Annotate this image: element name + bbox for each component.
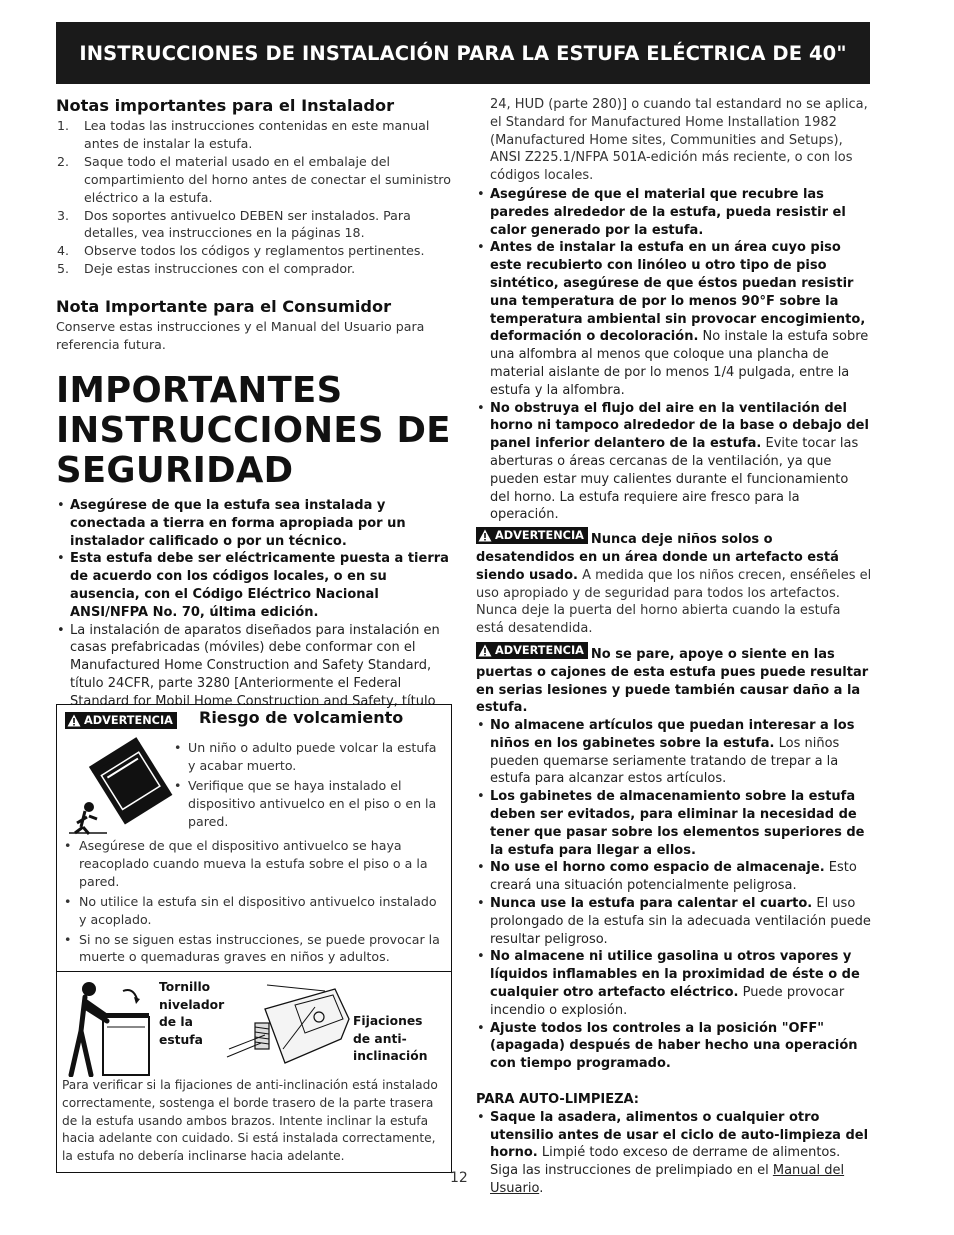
list-item: 1. Lea todas las instrucciones contenidas en este manual antes de instalar la estufa. [57,118,430,151]
safety-title: IMPORTANTES INSTRUCCIONES DE SEGURIDAD [56,369,451,491]
safety-list [56,497,452,711]
list-item: • No utilice la estufa sin el dispositivo antivuelco instalado y acoplado. [64,893,437,927]
list-item: • Saque la asadera, alimentos o cualquier otro utensilio antes de usar el ciclo de auto-limpieza del horno. Limpié todo exceso de derrame de alimentos. Siga las instrucciones de prelimpiado en el Manual del Usuario. [477,1109,869,1197]
warning-triangle-icon [478,529,492,542]
safety-list-more [476,717,872,1073]
list-item: • Ajuste todos los controles a la posición "OFF" (apagada) después de haber hecho una operación con tiempo programado. [477,1020,858,1072]
anti-tip-illustration-area [57,973,451,1081]
tip-over-title: Riesgo de volcamiento [199,708,404,727]
warning-triangle-icon [67,714,81,727]
warning-badge: ADVERTENCIA [476,527,588,544]
list-item: • Asegúrese de que el dispositivo antivuelco se haya reacoplado cuando mueva la estufa sobre el piso o a la pared. [64,838,428,889]
list-item: 3. Dos soportes antivuelco DEBEN ser instalados. Para detalles, vea instrucciones en la páginas 18. [57,207,411,241]
anti-tip-bracket-illustration [225,979,355,1075]
user-manual-reference: Manual del Usuario [490,1163,845,1197]
list-item: 5. Deje estas instrucciones con el comprador. [57,261,356,277]
list-item: • No use el horno como espacio de almacenaje. Esto creará una situación potencialmente peligrosa. [477,860,857,894]
list-item: • No obstruya el flujo del aire en la ventilación del horno ni tampoco alrededor de la base o debajo del panel inferior delantero de la estufa. Evite tocar las aberturas o áreas cercanas de la ventilación, ya que pueden estar muy calientes durante el funcionamiento del horno. La estufa requiere aire fresco para la operación. [477,400,869,523]
safety-list-continued [476,186,872,524]
tip-over-warning-top [57,705,451,972]
page-number: 12 [450,1170,468,1186]
self-clean-list [476,1109,872,1198]
list-item: • Nunca use la estufa para calentar el cuarto. El uso prolongado de la estufa sin la adecuada ventilación puede resultar peligroso. [477,896,871,947]
list-item: • Verifique que se haya instalado el dispositivo antivuelco en el piso o en la pared. [174,777,437,829]
list-item: • Antes de instalar la estufa en un área cuyo piso este recubierto con linóleo u otro tipo de piso sintético, asegúrese de que éstos puedan resistir una temperatura de por lo menos 90°F sobre la temperatura ambiental sin provocar encogimiento, deformación o decoloración. No instale la estufa sobre una alfombra al menos que coloque una plancha de material aislante de por lo menos 1/4 pulgada, entre la estufa y la alfombra. [477,240,869,398]
list-item: • Si no se siguen estas instrucciones, se puede provocar la muerte o quemaduras graves en niños y adultos. [64,931,440,965]
tip-over-bullets-top [173,739,445,831]
page-header-banner [56,22,870,84]
leveling-screw-label: Tornillo nivelador de la estufa [159,980,225,1047]
list-item: 2. Saque todo el material usado en el embalaje del compartimiento del horno antes de conectar el suministro eléctrico a la estufa. [57,153,451,205]
list-item: • Esta estufa debe ser eléctricamente puesta a tierra de acuerdo con los códigos locales, o en su ausencia, con el Código Eléctrico Nacional ANSI/NFPA No. 70, última edición. [57,551,449,620]
list-item: • Asegúrese de que la estufa sea instalada y conectada a tierra en forma apropiada por un instalador calificado o por un técnico. [57,497,406,549]
right-column [476,96,872,1198]
page-header-title: INSTRUCCIONES DE INSTALACIÓN PARA LA ESTUFA ELÉCTRICA DE 40" [79,41,847,65]
consumer-note-heading: Nota Importante para el Consumidor [56,297,392,317]
continued-text: 24, HUD (parte 280)] o cuando tal estandard no se aplica, el Standard for Manufactured Home Installation 1982 (Manufactured Home sites, Communities and Setups), ANSI Z225.1/NFPA 501A-edición más reciente, o con los códigos locales. [490,97,868,184]
warning-triangle-icon [478,644,492,657]
warning-badge: ADVERTENCIA [476,642,588,659]
self-clean-heading: PARA AUTO-LIMPIEZA: [476,1092,639,1108]
warning-badge: ADVERTENCIA [65,712,177,729]
installer-notes-heading: Notas importantes para el Instalador [56,96,395,115]
list-item: • Un niño o adulto puede volcar la estufa y acabar muerto. [174,740,437,773]
list-item: • No almacene artículos que puedan interesar a los niños en los gabinetes sobre la estufa. Los niños pueden quemarse seriamente tratando de trepar a la estufa para alcanzar estos artículos. [477,718,855,787]
person-checking-stove-illustration [63,977,153,1077]
list-item: • La instalación de aparatos diseñados para instalación en casas prefabricadas (móviles) debe conformar con el Manufactured Home Construction and Safety Standard, título 24CFR, parte 3280 [Anteriormente el Federal Standard for Mobil Home Construction and Safety, título [57,622,440,709]
list-item: 4. Observe todos los códigos y reglamentos pertinentes. [57,243,425,259]
warning-children: ADVERTENCIA Nunca deje niños solos o desatendidos en un área donde un artefacto está siendo usado. A medida que los niños crecen, enséñeles el uso apropiado y de seguridad para todos los artefactos. Nunca deje la puerta del horno abierta cuando la estufa está desatendida. [476,528,872,637]
anti-tip-fixture-label: Fijaciones de anti- inclinación [353,1014,428,1063]
list-item: • Asegúrese de que el material que recubre las paredes alrededor de la estufa, pueda resistir el calor generado por la estufa. [477,186,846,238]
list-item: • Los gabinetes de almacenamiento sobre la estufa deben ser evitados, para eliminar la necesidad de tener que pasar sobre los elementos superiores de la estufa para llegar a ellos. [477,789,865,858]
warning-stand-on-doors: ADVERTENCIA No se pare, apoye o siente en las puertas o cajones de esta estufa pues puede resultar en serias lesiones y puede también causar daño a la estufa. [476,643,869,716]
left-column [56,96,452,711]
anti-tip-check-instructions: Para verificar si la fijaciones de anti-inclinación está instalado correctamente, sostenga el borde trasero de la parte trasera de la estufa usando ambos brazos. Intente inclinar la estufa hacia adelante con cuidado. Si está instalada correctamente, la estufa no debería inclinarse hacia adelante. [62,1078,438,1164]
tip-over-warning-box [56,704,452,1173]
list-item: • No almacene ni utilice gasolina u otros vapores y líquidos inflamables en la proximidad de éste o de cualquier otro artefacto eléctrico. Puede provocar incendio o explosión. [477,949,860,1018]
installer-notes-list [56,117,452,278]
consumer-note-text: Conserve estas instrucciones y el Manual del Usuario para referencia futura. [56,319,425,353]
tip-over-bullets-bottom [63,837,447,966]
